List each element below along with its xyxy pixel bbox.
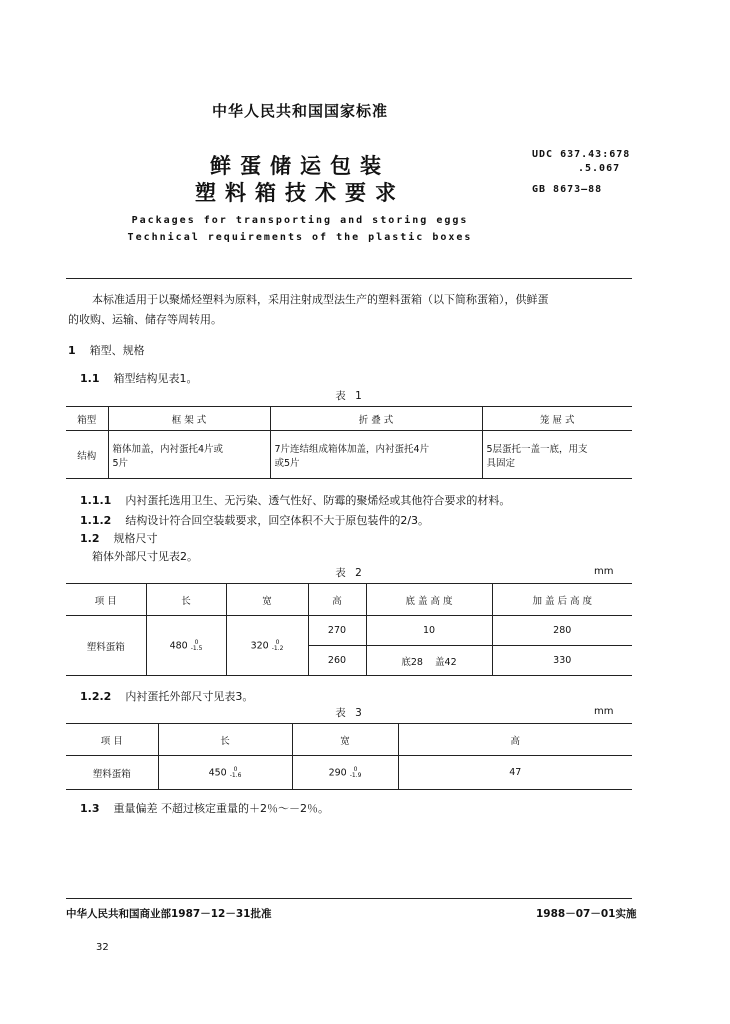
table-header-row xyxy=(66,724,632,756)
clause-1-2 xyxy=(80,530,158,546)
cell-line: 具固定 xyxy=(486,457,516,469)
clause-number: 1.1.1 xyxy=(80,494,112,507)
width-value: 290 xyxy=(328,767,347,778)
header-cell: 高 xyxy=(398,724,632,756)
clause-1-1-1 xyxy=(80,492,510,508)
table-row xyxy=(66,431,632,479)
clause-text: 结构设计符合回空装载要求，回空体积不大于原包装件的2/3。 xyxy=(125,514,430,527)
issuer-title: 中华人民共和国国家标准 xyxy=(211,102,388,120)
table-cell xyxy=(270,431,482,479)
chinese-title-line1: 鲜蛋储运包装 xyxy=(210,154,390,178)
width-cell xyxy=(292,756,398,790)
clause-number: 1.2 xyxy=(80,532,100,545)
table-2 xyxy=(66,583,632,676)
height-cell: 270 xyxy=(308,616,366,646)
tolerance-lower: -1.9 xyxy=(349,771,362,779)
total-height-cell: 280 xyxy=(492,616,632,646)
header-cell: 框 架 式 xyxy=(108,407,270,431)
clause-number: 1.1.2 xyxy=(80,514,112,527)
row-label: 塑料蛋箱 xyxy=(66,756,158,790)
clause-title: 规格尺寸 xyxy=(113,532,158,545)
effective-date: 1988－07－01实施 xyxy=(536,908,637,920)
header-cell: 高 xyxy=(308,584,366,616)
header-cell: 宽 xyxy=(226,584,308,616)
table1-caption: 表 1 xyxy=(335,390,365,402)
header-divider xyxy=(66,278,632,279)
header-cell: 底 盖 高 度 xyxy=(366,584,492,616)
header-cell: 长 xyxy=(146,584,226,616)
length-value: 480 xyxy=(169,640,188,651)
tolerance-lower: -1.5 xyxy=(190,644,203,652)
cell-line: 7片连结组成箱体加盖，内衬蛋托4片 xyxy=(274,443,430,455)
length-cell xyxy=(146,616,226,676)
tolerance-lower: -1.6 xyxy=(229,771,242,779)
base-height-cell: 10 xyxy=(366,616,492,646)
udc-code-line2: .5.067 xyxy=(578,163,621,174)
table-row xyxy=(66,616,632,646)
row-label: 结构 xyxy=(66,431,108,479)
clause-1-1-2 xyxy=(80,512,429,528)
tolerance-lower: -1.2 xyxy=(271,644,284,652)
header-cell: 箱型 xyxy=(66,407,108,431)
table-cell xyxy=(482,431,632,479)
section-title: 箱型、规格 xyxy=(89,344,145,357)
cell-line: 箱体加盖，内衬蛋托4片或 xyxy=(112,443,224,455)
header-cell: 笼 屉 式 xyxy=(482,407,632,431)
header-cell: 折 叠 式 xyxy=(270,407,482,431)
clause-1-1 xyxy=(80,370,198,386)
width-tolerance xyxy=(350,767,362,779)
clause-number: 1.2.2 xyxy=(80,690,112,703)
table-cell xyxy=(108,431,270,479)
header-cell: 加 盖 后 高 度 xyxy=(492,584,632,616)
english-title-line2: Technical requirements of the plastic boxes xyxy=(127,232,473,243)
intro-line2: 的收购、运输、储存等周转用。 xyxy=(68,313,222,326)
clause-1-2-sub: 箱体外部尺寸见表2。 xyxy=(92,550,198,563)
udc-code-line1: UDC 637.43:678 xyxy=(532,149,631,160)
table-header-row xyxy=(66,584,632,616)
cell-line: 或5片 xyxy=(274,457,300,469)
base-value: 底28 xyxy=(401,656,423,668)
header-cell: 项 目 xyxy=(66,584,146,616)
table3-caption: 表 3 xyxy=(335,707,365,719)
tolerance-upper: 0 xyxy=(353,765,358,773)
clause-1-3 xyxy=(80,800,329,816)
section-1-heading xyxy=(68,342,145,358)
table2-unit: mm xyxy=(594,566,614,577)
section-number: 1 xyxy=(68,344,76,357)
header-cell: 项 目 xyxy=(66,724,158,756)
page-number: 32 xyxy=(96,942,109,953)
clause-text: 内衬蛋托外部尺寸见表3。 xyxy=(125,690,254,703)
length-tolerance xyxy=(191,640,203,652)
height-cell: 260 xyxy=(308,646,366,676)
clause-text: 箱型结构见表1。 xyxy=(113,372,198,385)
table-header-row xyxy=(66,407,632,431)
clause-number: 1.1 xyxy=(80,372,100,385)
table-1 xyxy=(66,406,632,479)
clause-1-2-2 xyxy=(80,688,253,704)
cell-line: 5片 xyxy=(112,457,129,469)
header-cell: 长 xyxy=(158,724,292,756)
cell-line: 5层蛋托一盖一底，用支 xyxy=(486,443,588,455)
table3-unit: mm xyxy=(594,706,614,717)
table2-caption: 表 2 xyxy=(335,567,365,579)
base-height-cell xyxy=(366,646,492,676)
clause-number: 1.3 xyxy=(80,802,100,815)
length-tolerance xyxy=(230,767,242,779)
tolerance-upper: 0 xyxy=(194,638,199,646)
gb-standard-code: GB 8673—88 xyxy=(532,184,603,195)
height-cell: 47 xyxy=(398,756,632,790)
tolerance-upper: 0 xyxy=(233,765,238,773)
intro-line1: 本标准适用于以聚烯烃塑料为原料，采用注射成型法生产的塑料蛋箱（以下简称蛋箱），供鲜蛋 xyxy=(92,293,549,306)
approval-line: 中华人民共和国商业部1987－12－31批准 xyxy=(66,908,272,920)
english-title-line1: Packages for transporting and storing eggs xyxy=(131,215,469,226)
length-cell xyxy=(158,756,292,790)
width-cell xyxy=(226,616,308,676)
total-height-cell: 330 xyxy=(492,646,632,676)
footer-divider xyxy=(66,898,632,899)
lid-value: 盖42 xyxy=(435,656,457,668)
table-row xyxy=(66,756,632,790)
chinese-title-line2: 塑料箱技术要求 xyxy=(195,181,405,205)
clause-text: 重量偏差 不超过核定重量的＋2％～－2％。 xyxy=(113,802,329,815)
clause-text: 内衬蛋托选用卫生、无污染、透气性好、防霉的聚烯烃或其他符合要求的材料。 xyxy=(125,494,511,507)
header-cell: 宽 xyxy=(292,724,398,756)
row-label: 塑料蛋箱 xyxy=(66,616,146,676)
table-3 xyxy=(66,723,632,790)
tolerance-upper: 0 xyxy=(275,638,280,646)
length-value: 450 xyxy=(208,767,227,778)
width-value: 320 xyxy=(250,640,269,651)
width-tolerance xyxy=(272,640,284,652)
